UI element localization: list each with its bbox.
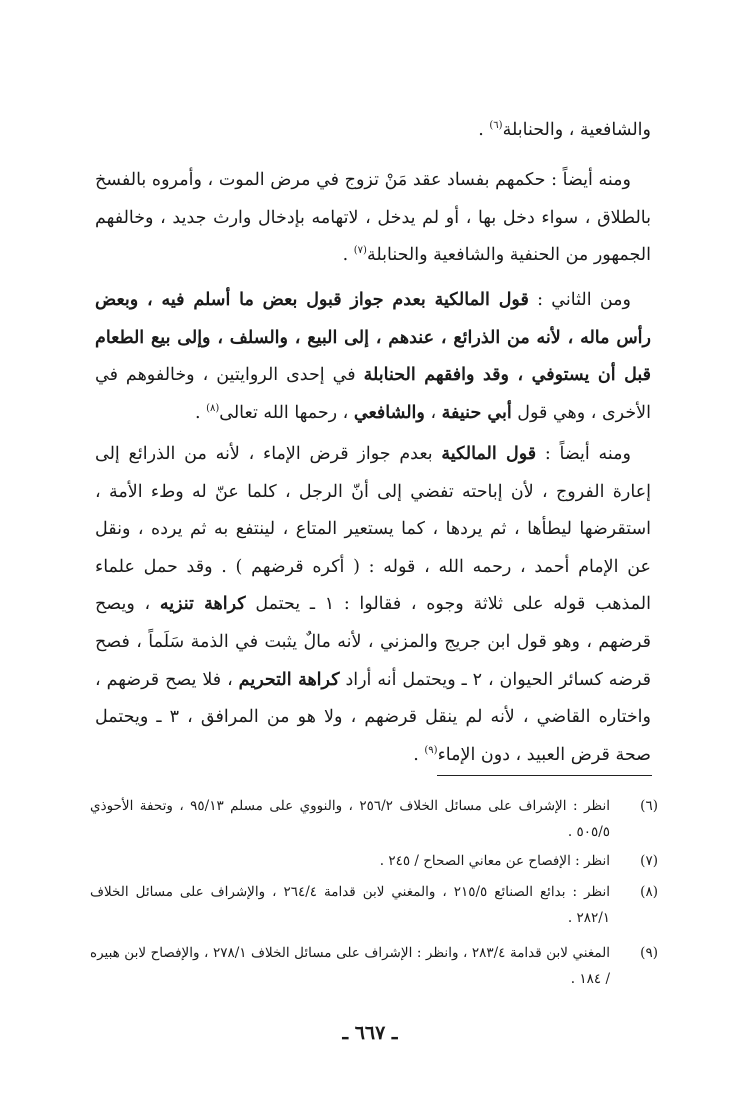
footnote-ref-8[interactable]: (٨) bbox=[206, 402, 220, 414]
paragraph-1 bbox=[95, 112, 651, 150]
page-number: ـ ٦٦٧ ـ bbox=[342, 1022, 398, 1044]
footnote-text: المغني لابن قدامة ٢٨٣/٤ ، وانظر : الإشراف على مسائل الخلاف ٢٧٨/١ ، والإفصاح لابن هبيره / ١٨٤ . bbox=[90, 945, 611, 987]
paragraph-4-bold-tahrim: كراهة التحريم bbox=[238, 669, 340, 690]
paragraph-3-bold-abu-hanifa: أبي حنيفة bbox=[441, 402, 512, 423]
footnote-number: (٨) bbox=[640, 884, 658, 900]
paragraph-1-text: والشافعية ، والحنابلة bbox=[502, 120, 651, 140]
paragraph-3-text-end: ، رحمها الله تعالى bbox=[219, 402, 354, 423]
paragraph-3-bold-maliki: قول المالكية بعدم جواز قبول بعض ما أسلم فيه ، وبعض رأس ماله ، لأنه من الذرائع ، عندهم ، إلى البيع ، والسلف ، وإلى بيع الطعام قبل أن يستوفي ، وقد وافقهم الحنابلة bbox=[95, 290, 652, 386]
paragraph-2 bbox=[95, 162, 651, 275]
paragraph-3-text: في إحدى الروايتين ، وخالفوهم في الأخرى ، وهي قول bbox=[95, 365, 651, 423]
footnote-ref-9[interactable]: (٩) bbox=[424, 744, 438, 756]
paragraph-4-text-3: ، فلا يصح قرضهم ، واختاره القاضي ، لأنه لم ينقل قرضهم ، ولا هو من المرافق ، ٣ ـ ويحتمل صحة قرض العبيد ، دون الإماء bbox=[95, 669, 651, 765]
paragraph-4-text-2: ، ويصح قرضهم ، وهو قول ابن جريج والمزني ، لأنه مالٌ يثبت في الذمة سَلَماً ، فصح قرضه كسائر الحيوان ، ٢ ـ ويحتمل أنه أراد bbox=[95, 594, 651, 690]
paragraph-3-intro: ومن الثاني : bbox=[528, 290, 632, 310]
footnote-separator bbox=[437, 775, 652, 776]
footnote-number: (٩) bbox=[640, 945, 658, 961]
paragraph-3-end: . bbox=[194, 402, 207, 423]
footnote-8 bbox=[90, 879, 658, 931]
paragraph-4-bold-maliki: قول المالكية bbox=[441, 444, 537, 464]
footnote-text: انظر : الإفصاح عن معاني الصحاح / ٢٤٥ . bbox=[379, 853, 610, 869]
paragraph-2-text: ومنه أيضاً : حكمهم بفساد عقد مَنْ تزوج في مرض الموت ، وأمروه بالفسخ بالطلاق ، سواء دخل بها ، أو لم يدخل ، لاتهامه بإدخال وارث جديد ، وخالفهم الجمهور من الحنفية والشافعية والحنابلة bbox=[95, 170, 651, 266]
footnote-text: انظر : الإشراف على مسائل الخلاف ٢٥٦/٢ ، والنووي على مسلم ٩٥/١٣ ، وتحفة الأحوذي ٥٠٥/٥ . bbox=[90, 798, 610, 840]
paragraph-3 bbox=[95, 282, 651, 432]
footnote-number: (٦) bbox=[640, 798, 658, 814]
paragraph-3-bold-shafii: والشافعي bbox=[353, 402, 425, 423]
footnote-text: انظر : بدائع الصنائع ٢١٥/٥ ، والمغني لابن قدامة ٢٦٤/٤ ، والإشراف على مسائل الخلاف ٢٨٢/١ . bbox=[90, 884, 611, 926]
footnote-9 bbox=[90, 940, 658, 992]
paragraph-1-end: . bbox=[478, 120, 490, 140]
footnote-7 bbox=[90, 848, 658, 874]
paragraph-4 bbox=[95, 436, 651, 774]
footnote-ref-6[interactable]: (٦) bbox=[489, 120, 503, 132]
paragraph-4-bold-tanzih: كراهة تنزيه bbox=[159, 594, 246, 615]
paragraph-2-end: . bbox=[342, 245, 354, 266]
paragraph-4-end: . bbox=[413, 744, 425, 765]
footnote-number: (٧) bbox=[640, 853, 658, 869]
footnote-ref-7[interactable]: (٧) bbox=[353, 245, 367, 257]
paragraph-3-sep: ، bbox=[424, 402, 442, 423]
paragraph-4-intro: ومنه أيضاً : bbox=[536, 444, 631, 464]
paragraph-4-text: بعدم جواز قرض الإماء ، لأنه من الذرائع إلى إعارة الفروج ، لأن إباحته تفضي إلى أنّ الرجل ، كلما عنّ له وطء الأمة ، استقرضها ليطأها ، ثم يردها ، كما يستعير المتاع ، لينتفع به ثم يرده ، ونقل عن الإمام أحمد ، رحمه الله ، قوله : ( أكره قرضهم ) . وقد حمل علماء المذهب قوله على ثلاثة وجوه ، فقالوا : ١ ـ يحتمل bbox=[95, 444, 651, 615]
footnote-6 bbox=[90, 793, 658, 845]
